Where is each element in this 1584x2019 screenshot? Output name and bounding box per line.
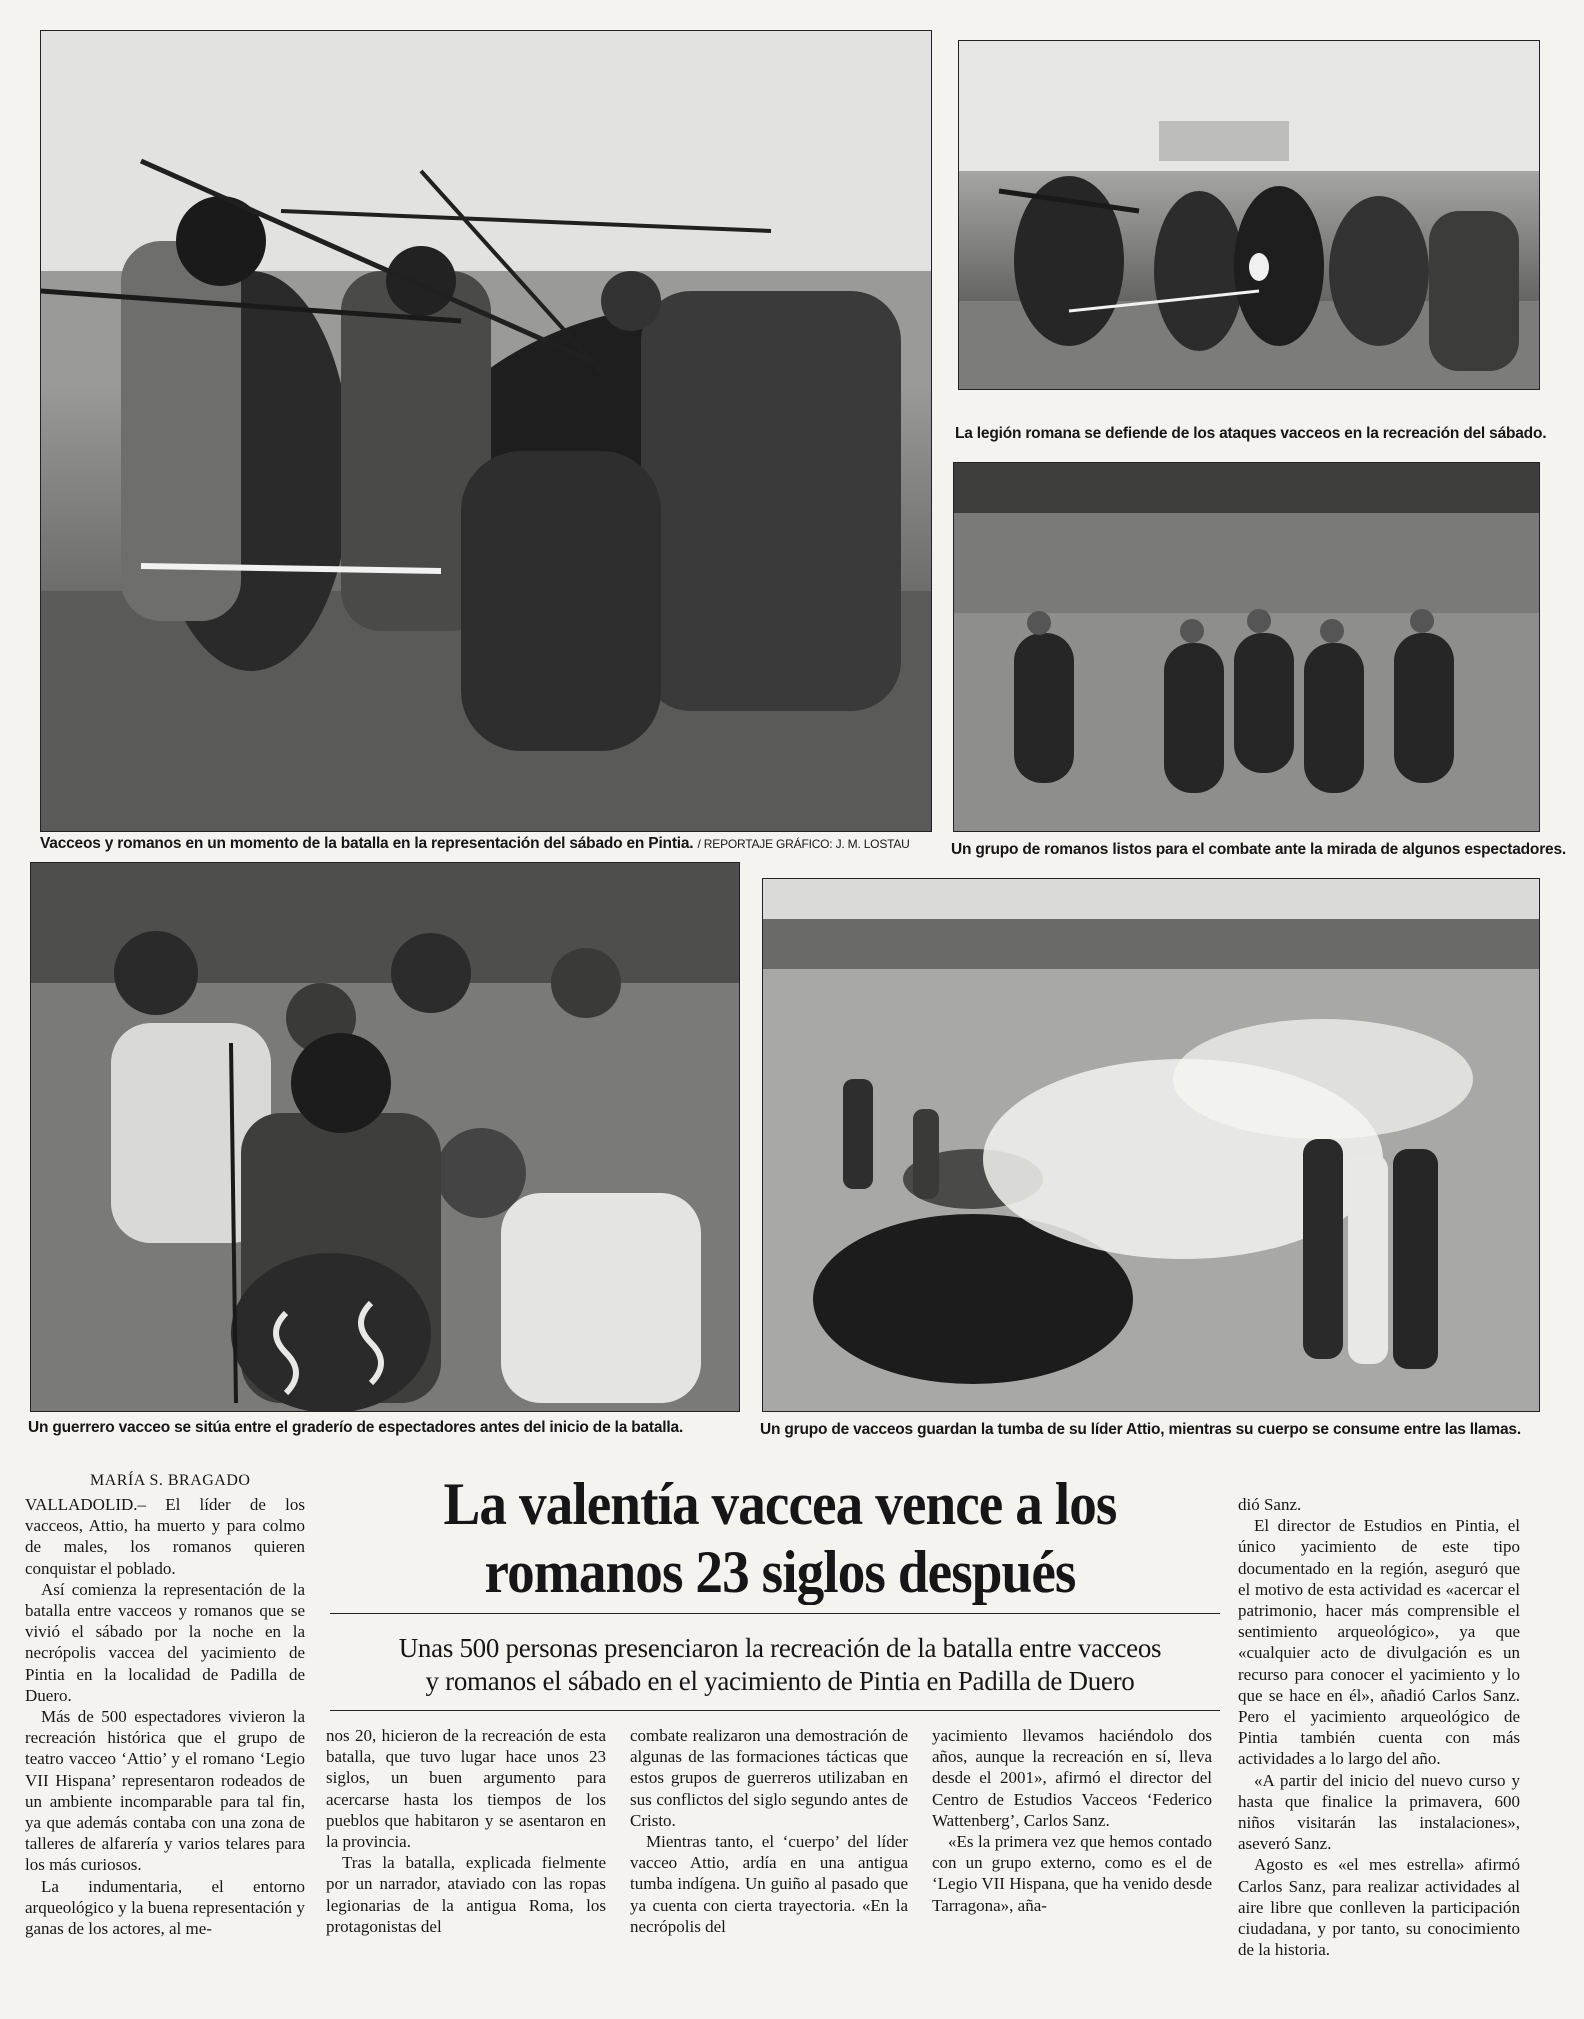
paragraph: «A partir del inicio del nuevo curso y hasta que finalice la primavera, 600 niños visitarán las instalaciones», aseveró Sanz.	[1238, 1770, 1520, 1854]
headline	[366, 1470, 1194, 1606]
article-column-4	[932, 1725, 1212, 1916]
paragraph: La indumentaria, el entorno arqueológico y la buena representación y ganas de los actores, al me-	[25, 1876, 305, 1939]
paragraph: El director de Estudios en Pintia, el único yacimiento de este tipo documentado en la región, aseguró que el motivo de esta actividad es «acercar el patrimonio, hacer más comprensible el sentimiento arqueológico», ya que «cualquier acto de divulgación es un recurso para conocer el yacimiento y lo que se hace en él», añadió Carlos Sanz. Pero el yacimiento arqueológico de Pintia también cuenta con más actividades a lo largo del año.	[1238, 1516, 1520, 1769]
paragraph: combate realizaron una demostración de algunas de las formaciones tácticas que estos grupos de guerreros utilizaban en sus conflictos del siglo segundo antes de Cristo.	[630, 1726, 908, 1830]
caption-battle-main	[40, 834, 910, 854]
paragraph: yacimiento llevamos haciéndolo dos años, aunque la recreación en sí, lleva desde el 2001», afirmó el director del Centro de Estudios Vacceos ‘Federico Wattenberg’, Carlos Sanz.	[932, 1726, 1212, 1830]
caption-romans-ready: Un grupo de romanos listos para el combate ante la mirada de algunos espectadores.	[951, 841, 1566, 858]
paragraph: Agosto es «el mes estrella» afirmó Carlos Sanz, para realizar actividades al aire libre que conlleven la participación ciudadana, y por tanto, su conocimiento de la historia.	[1238, 1855, 1520, 1960]
article-column-2	[326, 1725, 606, 1937]
paragraph: Tras la batalla, explicada fielmente por un narrador, ataviado con las ropas legionarias de la antigua Roma, los protagonistas del	[326, 1853, 606, 1936]
paragraph: Así comienza la representación de la batalla entre vacceos y romanos que se vivió el sábado por la noche en la necrópolis vaccea del yacimiento de Pintia en la localidad de Padilla de Duero.	[25, 1579, 305, 1705]
subhead-line-2: y romanos el sábado en el yacimiento de Pintia en Padilla de Duero	[425, 1666, 1135, 1696]
paragraph: Mientras tanto, el ‘cuerpo’ del líder vacceo Attio, ardía en una antigua tumba indígena. Un guiño al pasado que ya cuenta con cierta trayectoria. «En la necrópolis del	[630, 1832, 908, 1936]
photo-warrior-spectators	[30, 862, 740, 1412]
paragraph: Más de 500 espectadores vivieron la recreación histórica que el grupo de teatro vacceo ‘Attio’ y el romano ‘Legio VII Hispana’ representaron rodeados de un ambiente incomparable para tal fin, ya que además contaba con una zona de talleres de alfarería y varios telares para los más curiosos.	[25, 1707, 305, 1875]
battle-scene-illustration	[41, 31, 931, 831]
paragraph: «Es la primera vez que hemos contado con un grupo externo, como es el de ‘Legio VII Hispana, que ha venido desde Tarragona», aña-	[932, 1832, 1212, 1915]
caption-warrior: Un guerrero vacceo se sitúa entre el graderío de espectadores antes del inicio de la batalla.	[28, 1419, 684, 1436]
dateline: VALLADOLID.–	[25, 1495, 147, 1514]
article-column-5	[1238, 1494, 1520, 1960]
tomb-scene-illustration	[763, 879, 1539, 1411]
subhead-line-1: Unas 500 personas presenciaron la recreación de la batalla entre vacceos	[398, 1633, 1162, 1663]
subhead-rule-bottom	[330, 1710, 1220, 1711]
paragraph-text: El líder de los vacceos, Attio, ha muerto y para colmo de males, los romanos quieren conquistar el poblado.	[25, 1495, 305, 1578]
paragraph: dió Sanz.	[1238, 1495, 1302, 1514]
caption-text: Vacceos y romanos en un momento de la batalla en la representación del sábado en Pintia.	[40, 835, 694, 852]
article-column-3	[630, 1725, 908, 1937]
caption-tomb: Un grupo de vacceos guardan la tumba de su líder Attio, mientras su cuerpo se consume entre las llamas.	[760, 1421, 1521, 1438]
photo-attio-tomb	[762, 878, 1540, 1412]
article-byline: MARÍA S. BRAGADO	[90, 1472, 251, 1489]
photo-credit: / REPORTAJE GRÁFICO: J. M. LOSTAU	[697, 837, 910, 851]
warrior-scene-illustration	[31, 863, 739, 1411]
photo-romans-ready	[953, 462, 1540, 832]
headline-line-2: romanos 23 siglos después	[484, 1539, 1076, 1605]
article-column-1	[25, 1494, 305, 1939]
paragraph: nos 20, hicieron de la recreación de esta batalla, que tuvo lugar hace unos 23 siglos, un buen argumento para acercarse hasta los tiempos de los pueblos que habitaron y se asentaron en la provincia.	[326, 1726, 606, 1852]
legion-scene-illustration	[959, 41, 1539, 389]
subhead-rule-top	[330, 1613, 1220, 1614]
headline-line-1: La valentía vaccea vence a los	[443, 1471, 1117, 1537]
caption-legion: La legión romana se defiende de los ataques vacceos en la recreación del sábado.	[955, 425, 1547, 442]
photo-legion-defends	[958, 40, 1540, 390]
lead-paragraph	[25, 1494, 305, 1579]
subheadline	[330, 1632, 1230, 1698]
photo-battle-main	[40, 30, 932, 832]
romans-ready-scene-illustration	[954, 463, 1539, 831]
